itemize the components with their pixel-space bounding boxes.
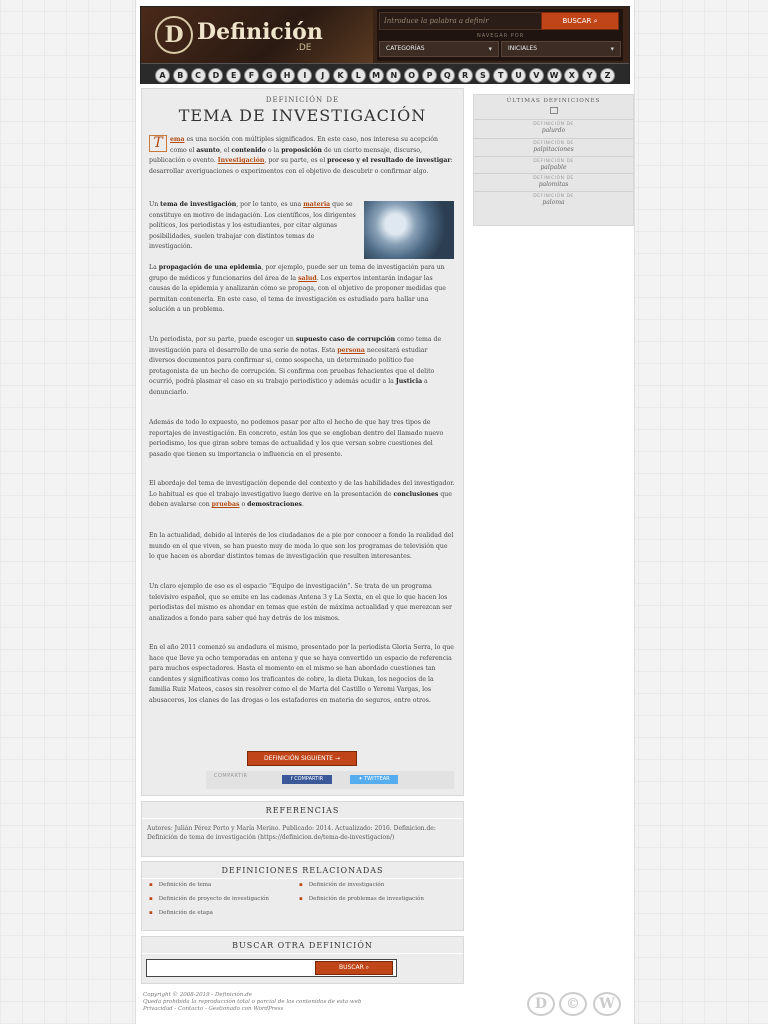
- related-link-label: Definición de problemas de investigación: [308, 896, 424, 902]
- bold-text: proposición: [281, 146, 322, 154]
- sidebar-item[interactable]: [474, 173, 633, 191]
- alphabet-letter-g[interactable]: G: [262, 68, 277, 83]
- logo[interactable]: [141, 7, 373, 63]
- twitter-icon: ✦: [358, 776, 365, 782]
- alphabet-letter-y[interactable]: Y: [582, 68, 597, 83]
- share-label: COMPARTIR: [214, 773, 248, 779]
- text: .: [301, 501, 304, 509]
- text: necesitará estudiar diversos documentos para confirmar si, como sospecha, un determinado político fue protagonista de un hecho de corrupción. Si confirma con pruebas fehacientes que el delito ocurrió, podrá plasmar el caso en su trabajo periodístico y además acudir a la: [149, 346, 435, 386]
- sidebar-item-label: palomitas: [538, 181, 569, 188]
- related-box: [141, 861, 464, 931]
- divider: [142, 878, 463, 879]
- text: Un periodista, por su parte, puede escoger un: [149, 336, 296, 343]
- link-investigacion[interactable]: Investigación: [217, 157, 265, 165]
- alphabet-letter-k[interactable]: K: [333, 68, 348, 83]
- sidebar-item-label: palurdo: [541, 127, 566, 134]
- alphabet-letter-s[interactable]: S: [475, 68, 490, 83]
- related-link[interactable]: [149, 896, 269, 902]
- alphabet-letter-d[interactable]: D: [208, 68, 223, 83]
- sidebar-item-kicker: DEFINICIÓN DE: [533, 159, 574, 164]
- references-title: REFERENCIAS: [265, 806, 340, 815]
- next-definition-button[interactable]: DEFINICIÓN SIGUIENTE →: [247, 751, 357, 766]
- search-input[interactable]: Introduce la palabra a definir: [379, 12, 543, 30]
- bold-text: contenido: [231, 146, 266, 154]
- bold-text: asunto: [196, 146, 220, 154]
- text: a denunciarlo.: [149, 378, 428, 396]
- text: , por su parte, es el: [264, 157, 328, 165]
- sidebar-item-label: paloma: [542, 199, 565, 206]
- categories-select[interactable]: [379, 41, 499, 57]
- references-text: Autores: Julián Pérez Porto y María Merino. Publicado: 2014. Actualizado: 2016. Definicion.de: Definición de tema de investigación (https://definicion.de/tema-de-investigacion/): [147, 825, 436, 841]
- text: El abordaje del tema de investigación depende del contexto y de las habilidades del investigador. Lo habitual es que el trabajo investigativo luego derive en la presentación de: [149, 480, 455, 498]
- sidebar-title: ÚLTIMAS DEFINICIONES: [506, 98, 601, 104]
- share-bar: [206, 771, 454, 789]
- search-other-box: [141, 936, 464, 984]
- rss-icon[interactable]: [550, 107, 558, 114]
- sidebar-item-kicker: DEFINICIÓN DE: [533, 122, 574, 127]
- text: que deben avalarse con: [149, 490, 452, 509]
- alphabet-letter-n[interactable]: N: [386, 68, 401, 83]
- alphabet-letter-i[interactable]: I: [297, 68, 312, 83]
- search-other-title: BUSCAR OTRA DEFINICIÓN: [232, 941, 373, 950]
- search-icon: ⌕: [593, 17, 598, 25]
- divider: [142, 818, 463, 819]
- bold-text: supuesto caso de corrupción: [295, 336, 396, 343]
- related-link[interactable]: [149, 882, 211, 888]
- copyright-icon: ©: [559, 992, 587, 1016]
- wordpress-icon[interactable]: W: [593, 992, 621, 1016]
- alphabet-letter-w[interactable]: W: [547, 68, 562, 83]
- alphabet-letter-a[interactable]: A: [155, 68, 170, 83]
- nav-label: NAVEGAR POR: [477, 33, 525, 39]
- related-link-label: Definición de tema: [158, 882, 212, 888]
- twitter-share-label: TWITTEAR: [364, 776, 390, 782]
- related-link[interactable]: [299, 896, 424, 902]
- page-title: TEMA DE INVESTIGACIÓN: [178, 106, 427, 125]
- paragraph-1: [149, 135, 455, 177]
- copyright: Copyright © 2008-2019 - Definición.de: [143, 992, 252, 998]
- sidebar-item[interactable]: [474, 191, 633, 209]
- alphabet-letter-f[interactable]: F: [244, 68, 259, 83]
- alphabet-letter-z[interactable]: Z: [600, 68, 615, 83]
- text: o: [239, 501, 248, 509]
- text: es una noción con múltiples significados. En este caso, nos interesa su acepción como el: [170, 136, 438, 154]
- header-search: [377, 9, 623, 61]
- initials-select[interactable]: [501, 41, 621, 57]
- text: Un: [149, 201, 161, 208]
- paragraph-7: En la actualidad, debido al interés de los ciudadanos de a pie por conocer a fondo la realidad del mundo en el que viven, se han puesto muy de moda lo que son los programas de televisión que lo que hacen es abordar distintos temas de investigación que resulten interesantes.: [149, 532, 454, 561]
- alphabet-letter-j[interactable]: J: [315, 68, 330, 83]
- site-logo-icon: D: [527, 992, 555, 1016]
- alphabet-letter-e[interactable]: E: [226, 68, 241, 83]
- related-title: DEFINICIONES RELACIONADAS: [221, 866, 384, 875]
- bullet-icon: ▪: [149, 910, 153, 916]
- bullet-icon: ▪: [149, 896, 153, 902]
- sidebar-item-label: palpitaciones: [533, 146, 574, 153]
- search-button-label: BUSCAR: [562, 17, 592, 25]
- alphabet-letter-h[interactable]: H: [280, 68, 295, 83]
- rights-notice: Queda prohibida la reproducción total o parcial de los contenidos de esta web: [143, 999, 362, 1005]
- alphabet-letter-x[interactable]: X: [564, 68, 579, 83]
- text: como tema de investigación para el desarrollo de una serie de notas. Esta: [149, 336, 442, 354]
- link-materia[interactable]: materia: [303, 201, 331, 208]
- twitter-share-button[interactable]: [350, 775, 398, 784]
- paragraph-2: [149, 200, 359, 253]
- paragraph-5: Además de todo lo expuesto, no podemos pasar por alto el hecho de que hay tres tipos de reportajes de investigación. En concreto, están los que se engloban dentro del llamado nuevo periodismo, los que giran sobre temas de actualidad y los que versan sobre cuestiones del pasado que tienen su importancia o influencia en el presente.: [149, 419, 444, 458]
- related-link[interactable]: [299, 882, 384, 888]
- paragraph-3: [149, 263, 455, 316]
- related-link-label: Definición de proyecto de investigación: [158, 896, 269, 902]
- paragraph-8: Un claro ejemplo de eso es el espacio “Equipo de investigación”. Se trata de un programa televisivo español, que se emite en las cadenas Antena 3 y La Sexta, en el que lo que hacen los periodistas del mismo es ahondar en temas que estén de máxima actualidad y que merezcan ser analizados a fondo para saber qué hay detrás de los mismos.: [149, 583, 452, 622]
- footer: [141, 990, 631, 1024]
- text: que se constituye en motivo de indagación. Los científicos, los dirigentes políticos, los periodistas y los estudiantes, por citar algunas posibilidades, suelen trabajar con distintos temas de investigación.: [149, 201, 356, 251]
- alphabet-letter-u[interactable]: U: [511, 68, 526, 83]
- text: , el: [219, 146, 232, 154]
- alphabet-letter-q[interactable]: Q: [440, 68, 455, 83]
- search-other-button-label: BUSCAR: [338, 964, 364, 971]
- link-tema[interactable]: ema: [170, 136, 185, 143]
- bold-text: tema de investigación: [160, 201, 237, 208]
- alphabet-letter-t[interactable]: T: [493, 68, 508, 83]
- text: o la: [265, 146, 282, 154]
- paragraph-4: [149, 335, 455, 399]
- chevron-down-icon: ▾: [488, 45, 492, 53]
- chevron-down-icon: ▾: [610, 45, 614, 53]
- bullet-icon: ▪: [149, 882, 153, 888]
- search-other-button[interactable]: [315, 961, 393, 975]
- alphabet-letter-c[interactable]: C: [191, 68, 206, 83]
- text: : desarrollar averiguaciones o experimentos con el objetivo de descubrir o confirmar algo.: [149, 157, 453, 175]
- alphabet-letter-o[interactable]: O: [404, 68, 419, 83]
- bullet-icon: ▪: [299, 882, 303, 888]
- alphabet-letter-m[interactable]: M: [369, 68, 384, 83]
- alphabet-letter-r[interactable]: R: [458, 68, 473, 83]
- text: , por lo tanto, es una: [236, 201, 304, 208]
- text: de un cierto mensaje, discurso, publicación o evento.: [149, 146, 422, 165]
- initials-select-label: INICIALES: [508, 45, 538, 52]
- sidebar-item[interactable]: [474, 119, 633, 137]
- link-persona[interactable]: persona: [337, 346, 365, 354]
- latest-definitions: [473, 94, 634, 226]
- sidebar-item-kicker: DEFINICIÓN DE: [533, 141, 574, 146]
- site-header: [140, 6, 630, 84]
- text: , por ejemplo, puede ser un tema de investigación para un grupo de médicos y funcionarios del área de la: [149, 264, 445, 282]
- text: . Los expertos intentarán indagar las causas de la epidemia y analizarán cómo se propaga, con el objetivo de proponer medidas que permitan contenerla. En este caso, el tema de investigación es estudiado para hallar una solución a un problema.: [149, 274, 446, 314]
- bold-text: conclusiones: [393, 490, 439, 498]
- bold-text: propagación de una epidemia: [158, 264, 262, 271]
- logo-text: Definición: [197, 19, 323, 45]
- related-link[interactable]: [149, 910, 213, 916]
- references-box: [141, 801, 464, 857]
- bold-text: demostraciones: [247, 501, 302, 509]
- alphabet-letter-b[interactable]: B: [173, 68, 188, 83]
- alphabet-letter-p[interactable]: P: [422, 68, 437, 83]
- logo-mark-icon: D: [155, 16, 193, 54]
- bold-text: Justicia: [395, 378, 423, 386]
- search-icon: ⌕: [365, 964, 370, 971]
- article-kicker: DEFINICIÓN DE: [265, 96, 340, 104]
- categories-select-label: CATEGORÍAS: [386, 45, 425, 52]
- paragraph-6: [149, 479, 455, 511]
- link-salud[interactable]: salud: [298, 274, 317, 282]
- related-link-label: Definición de etapa: [158, 910, 213, 916]
- logo-domain: .DE: [296, 43, 312, 53]
- facebook-icon: f: [290, 776, 295, 782]
- related-link-label: Definición de investigación: [308, 882, 385, 888]
- sidebar-item[interactable]: [474, 138, 633, 156]
- footer-links[interactable]: Privacidad - Contacto - Gestionado con WordPress: [143, 1006, 284, 1012]
- divider: [142, 953, 463, 954]
- sidebar-item-label: palpable: [540, 164, 567, 171]
- article: [141, 88, 464, 796]
- bold-text: proceso y el resultado de investigar: [327, 157, 451, 165]
- article-image: [364, 201, 454, 259]
- footer-text: [143, 992, 361, 1013]
- sidebar-item-kicker: DEFINICIÓN DE: [533, 194, 574, 199]
- sidebar-item-kicker: DEFINICIÓN DE: [533, 176, 574, 181]
- facebook-share-button[interactable]: [282, 775, 332, 784]
- link-pruebas[interactable]: pruebas: [211, 501, 240, 509]
- text: La: [149, 264, 159, 271]
- search-button[interactable]: [541, 12, 619, 30]
- alphabet-letter-l[interactable]: L: [351, 68, 366, 83]
- paragraph-9: En el año 2011 comenzó su andadura el mismo, presentado por la periodista Gloria Serra, lo que hace que lleve ya ocho temporadas en antena y que se haya convertido un espacio de referencia para muchos espectadores. Hasta el momento en el mismo se han abordado cuestiones tan candentes y significativas como los traficantes de cobre, la dieta Dukan, los negocios de la familia Ruiz Mateos, casos sin resolver como el de Marta del Castillo o Yeremi Vargas, los abusaceros, los clanes de las drogas o los estafadores en materia de seguros, entre otros.: [149, 644, 454, 704]
- alphabet-letter-v[interactable]: V: [529, 68, 544, 83]
- dropcap: T: [149, 135, 167, 152]
- facebook-share-label: COMPARTIR: [294, 776, 324, 782]
- bullet-icon: ▪: [299, 896, 303, 902]
- alphabet-bar: [141, 63, 629, 84]
- sidebar-item[interactable]: [474, 156, 633, 174]
